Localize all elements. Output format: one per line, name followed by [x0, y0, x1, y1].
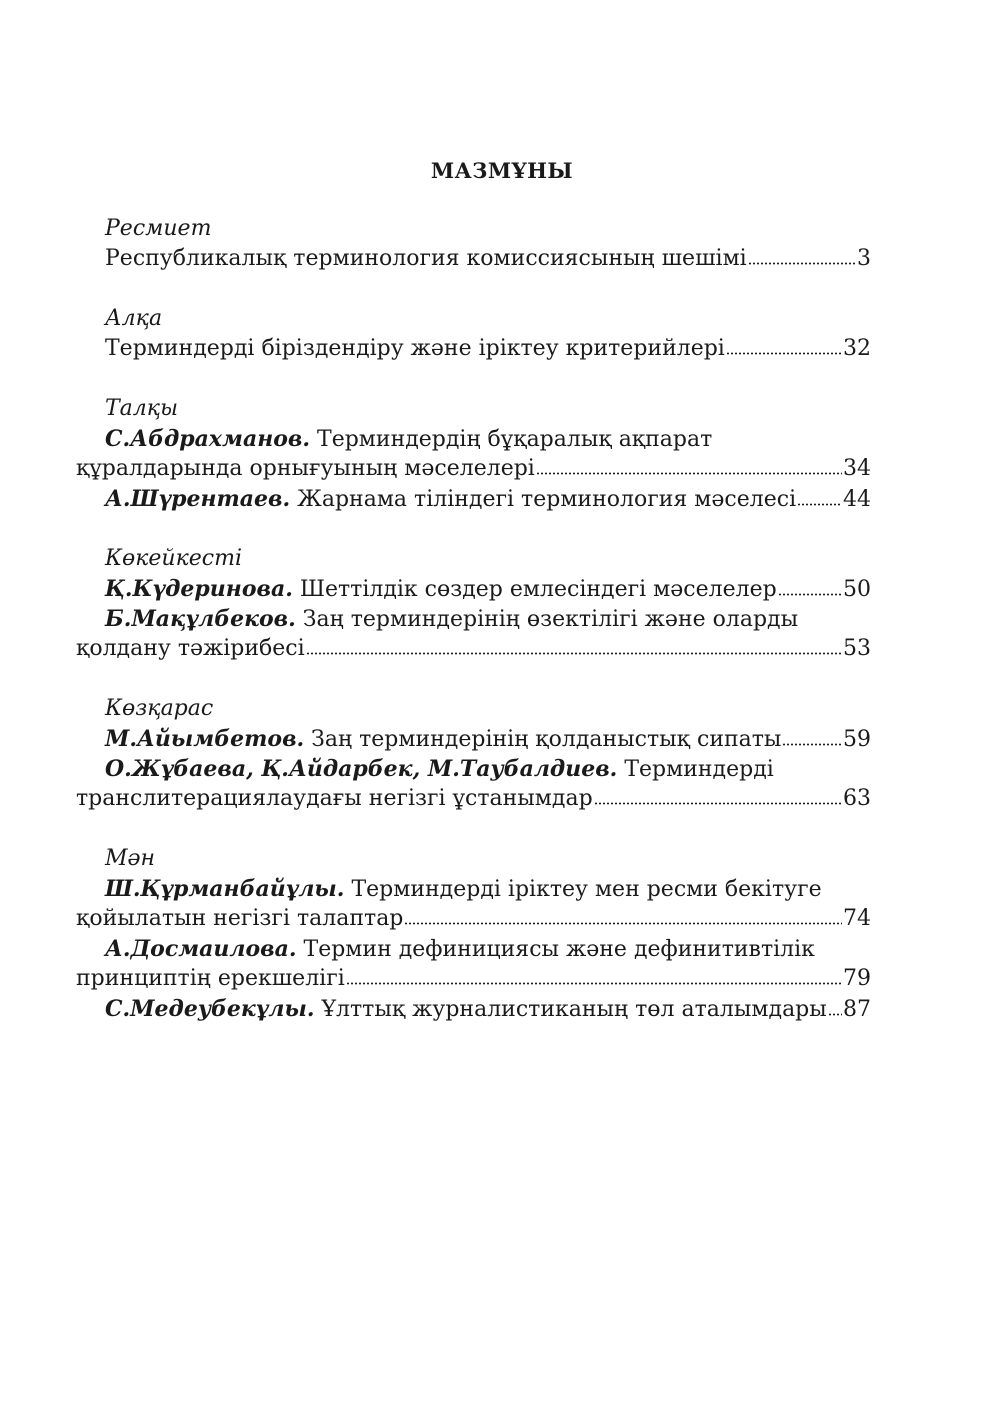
entry-second-line [76, 904, 871, 934]
entry-author: А.Шүрентаев. [105, 486, 291, 512]
page-number: 34 [843, 456, 871, 481]
section-heading: Ресмиет [105, 216, 212, 241]
toc-entry [76, 934, 871, 994]
page-number: 53 [843, 636, 871, 661]
toc-section [76, 394, 871, 514]
entry-first-line [76, 424, 871, 454]
page-number: 79 [843, 966, 871, 991]
page-number: 50 [843, 577, 871, 602]
entry-title: Терминдердің бұқаралық ақпарат [317, 427, 713, 452]
dot-leader [726, 352, 842, 355]
toc-section [76, 214, 871, 274]
dot-leader [346, 982, 842, 985]
dot-leader [536, 472, 842, 475]
entry-second-line [76, 964, 871, 994]
entry-title: Ұлттық журналистиканың төл аталымдары [321, 997, 827, 1022]
entry-first-line [76, 994, 871, 1024]
entry-title: Жарнама тіліндегі терминология мәселесі [297, 487, 797, 512]
entry-author: А.Досмаилова. [105, 936, 297, 962]
section-heading: Талқы [105, 396, 179, 421]
page-number: 63 [843, 786, 871, 811]
toc-entry [76, 604, 871, 664]
toc-entry [76, 754, 871, 814]
toc-section [76, 844, 871, 1024]
page-number: 87 [843, 997, 871, 1022]
entry-author: Қ.Күдеринова. [105, 576, 293, 602]
entry-title: Шеттілдік сөздер емлесіндегі мәселелер [299, 577, 777, 602]
entry-first-line [76, 934, 871, 964]
entry-first-line [76, 484, 871, 514]
entry-first-line [76, 574, 871, 604]
toc-section [76, 694, 871, 814]
section-heading: Мән [105, 846, 156, 871]
entry-first-line [76, 754, 871, 784]
toc-entry [76, 724, 871, 754]
entry-title-continued: қойылатын негізгі талаптар [76, 906, 404, 931]
entry-title: Заң терминдерінің қолданыстық сипаты [311, 727, 782, 752]
entry-second-line [76, 454, 871, 484]
table-of-contents [76, 214, 871, 1054]
entry-first-line [76, 874, 871, 904]
entry-title: Заң терминдерінің өзектілігі және оларды [302, 607, 799, 632]
entry-first-line [76, 724, 871, 754]
page-number: 44 [843, 487, 871, 512]
toc-entry [76, 484, 871, 514]
entry-title-continued: қолдану тәжірибесі [76, 636, 305, 661]
toc-entry [76, 244, 871, 274]
dot-leader [594, 802, 842, 805]
toc-entry [76, 994, 871, 1024]
dot-leader [797, 503, 842, 506]
entry-title: Терминдерді біріздендіру және іріктеу критерийлері [105, 336, 725, 361]
entry-author: Ш.Құрманбайұлы. [105, 876, 345, 902]
entry-title: Терминдерді іріктеу мен ресми бекітуге [351, 877, 822, 902]
toc-section [76, 544, 871, 664]
entry-first-line [76, 334, 871, 364]
section-heading: Көзқарас [105, 696, 214, 721]
entry-author: М.Айымбетов. [105, 726, 305, 752]
dot-leader [748, 262, 856, 265]
entry-title-continued: құралдарында орнығуының мәселелері [76, 456, 535, 481]
dot-leader [306, 652, 842, 655]
entry-author: О.Жұбаева, Қ.Айдарбек, М.Таубалдиев. [105, 756, 618, 782]
entry-title: Термин дефинициясы және дефинитивтілік [303, 937, 815, 962]
page-number: 59 [843, 727, 871, 752]
toc-entry [76, 874, 871, 934]
entry-second-line [76, 784, 871, 814]
entry-title-continued: принциптің ерекшелігі [76, 966, 345, 991]
page-number: 3 [857, 246, 871, 271]
entry-title-continued: транслитерациялаудағы негізгі ұстанымдар [76, 786, 593, 811]
entry-author: С.Абдрахманов. [105, 426, 311, 452]
entry-first-line [76, 244, 871, 274]
page-title: МАЗМҰНЫ [430, 158, 574, 183]
dot-leader [778, 593, 842, 596]
entry-first-line [76, 604, 871, 634]
entry-author: Б.Мақұлбеков. [105, 606, 296, 632]
section-heading: Көкейкесті [105, 546, 242, 571]
entry-second-line [76, 634, 871, 664]
section-heading: Алқа [105, 306, 163, 331]
toc-entry [76, 574, 871, 604]
entry-title: Республикалық терминология комиссиясының шешімі [105, 246, 747, 271]
page-number: 32 [843, 336, 871, 361]
entry-author: С.Медеубекұлы. [105, 996, 315, 1022]
page-number: 74 [843, 906, 871, 931]
toc-section [76, 304, 871, 364]
dot-leader [404, 922, 842, 925]
dot-leader [828, 1013, 842, 1016]
dot-leader [782, 743, 842, 746]
entry-title: Терминдерді [624, 757, 774, 782]
toc-entry [76, 424, 871, 484]
toc-entry [76, 334, 871, 364]
